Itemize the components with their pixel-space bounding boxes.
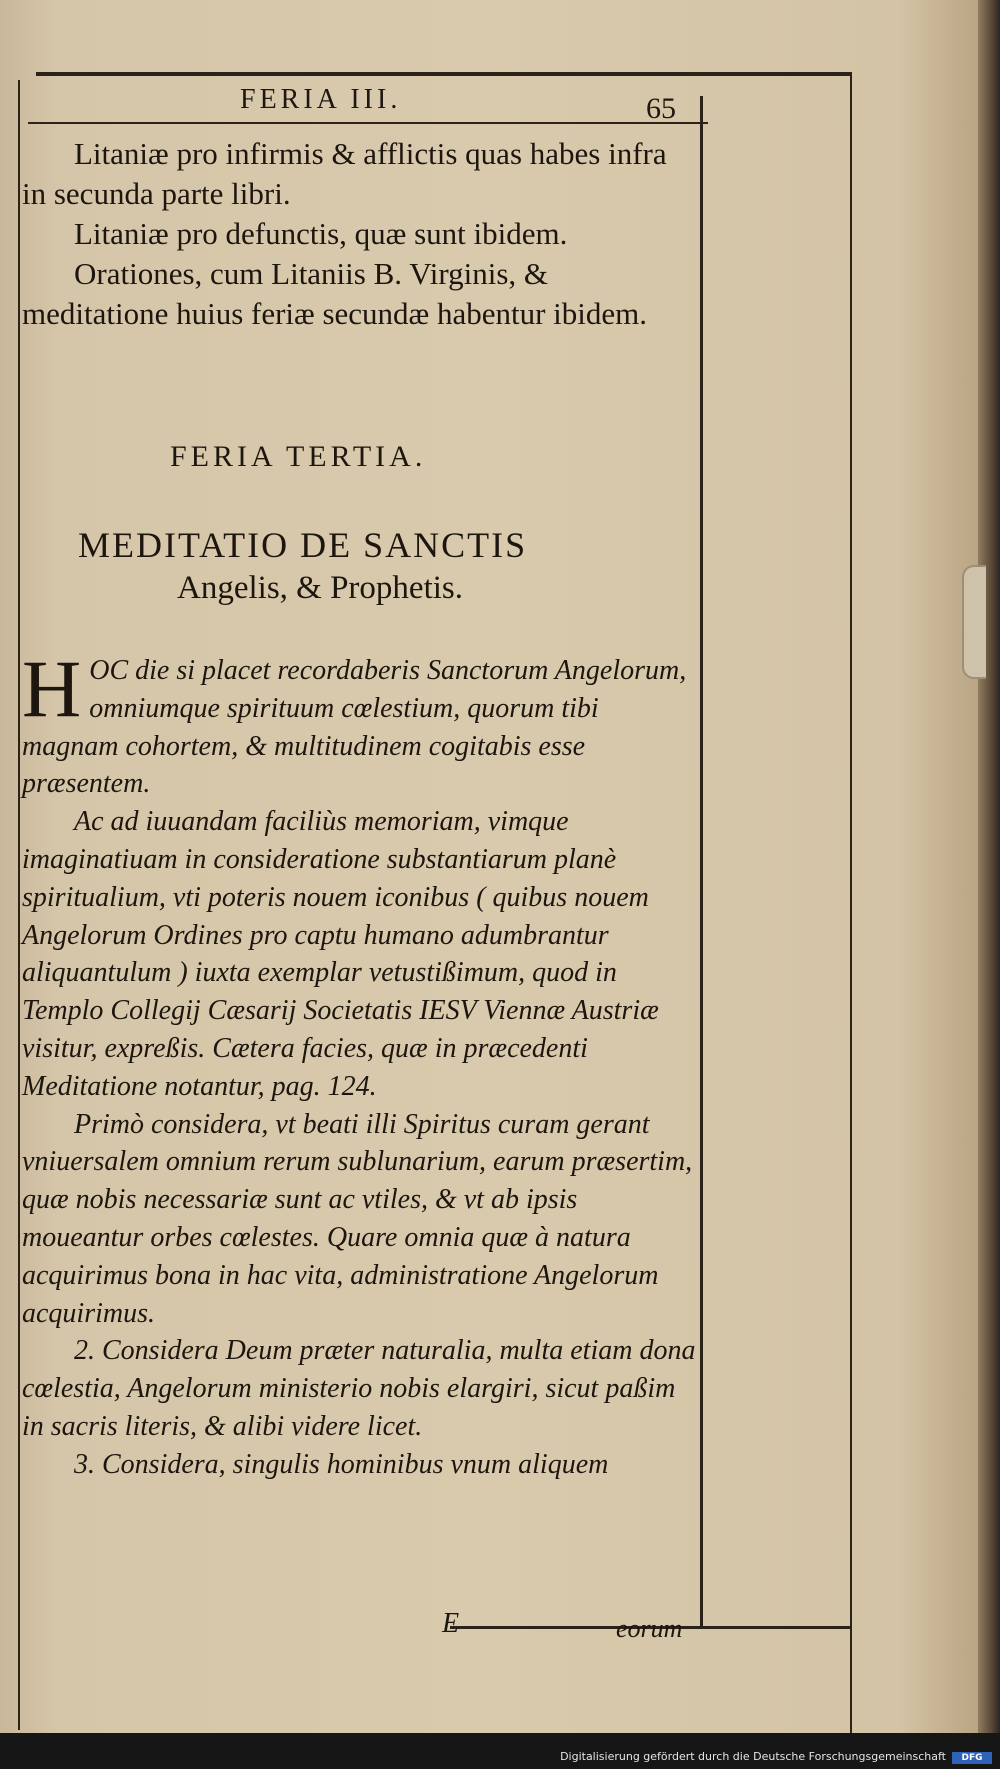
catchword: eorum bbox=[616, 1614, 683, 1643]
frame-rule-header bbox=[28, 122, 708, 124]
top-text-block bbox=[22, 134, 698, 334]
page-number: 65 bbox=[646, 92, 676, 125]
drop-cap-initial: H bbox=[22, 643, 82, 734]
frame-rule-outer bbox=[850, 74, 852, 1744]
dfg-logo: DFG bbox=[952, 1752, 992, 1764]
paragraph-hoc-die bbox=[22, 643, 698, 803]
frame-rule-right bbox=[700, 96, 703, 1626]
paragraph-litaniae-defunctis: Litaniæ pro defunctis, quæ sunt ibidem. bbox=[74, 216, 568, 251]
frame-rule-left bbox=[18, 80, 20, 1730]
frame-rule-top bbox=[36, 72, 852, 76]
page-tab-marker bbox=[962, 565, 986, 679]
page-edge bbox=[978, 0, 1000, 1733]
meditation-title: MEDITATIO DE SANCTIS bbox=[78, 525, 528, 565]
running-head: FERIA III. bbox=[240, 84, 402, 115]
section-heading-feria: FERIA TERTIA. bbox=[170, 440, 427, 473]
paragraph-tertio-considera: 3. Considera, singulis hominibus vnum aliquem bbox=[74, 1448, 609, 1480]
paragraph-orationes: Orationes, cum Litaniis B. Virginis, & meditatione huius feriæ secundæ habentur ibidem. bbox=[22, 256, 648, 331]
paragraph-ac-ad-iuuandam: Ac ad iuuandam faciliùs memoriam, vimque imaginatiuam in consideratione substantiarum planè spiritualium, vti poteris nouem iconibus ( quibus nouem Angelorum Ordines pro captu humano adumbrantur aliquantulum ) iuxta exemplar vetustißimum, quod in Templo Collegij Cæsarij Societatis IESV Viennæ Austriæ visitur, expreßis. Cætera facies, quæ in præcedenti Meditatione notantur, pag. 124. bbox=[22, 806, 659, 1102]
meditation-subtitle: Angelis, & Prophetis. bbox=[177, 570, 463, 606]
paragraph-litaniae-infirmis: Litaniæ pro infirmis & afflictis quas habes infra in secunda parte libri. bbox=[22, 136, 667, 211]
signature-mark: E bbox=[442, 1608, 460, 1639]
paragraph-secundo-considera: 2. Considera Deum præter naturalia, multa etiam dona cœlestia, Angelorum ministerio nobis elargiri, sicut paßim in sacris literis, & alibi videre licet. bbox=[22, 1335, 696, 1442]
paragraph-hoc-die-text: OC die si placet recordaberis Sanctorum Angelorum, omniumque spirituum cœlestium, quorum tibi magnam cohortem, & multitudinem cogitabis esse præsentem. bbox=[22, 655, 687, 800]
footer-credit: Digitalisierung gefördert durch die Deutsche Forschungsgemeinschaft bbox=[560, 1750, 946, 1763]
meditation-body bbox=[22, 643, 698, 1484]
paragraph-primo-considera: Primò considera, vt beati illi Spiritus curam gerant vniuersalem omnium rerum sublunarium, earum præsertim, quæ nobis necessariæ sunt ac vtiles, & vt ab ipsis moueantur orbes cœlestes. Quare omnia quæ à natura acquirimus bona in hac vita, administratione Angelorum acquirimus. bbox=[22, 1108, 693, 1329]
